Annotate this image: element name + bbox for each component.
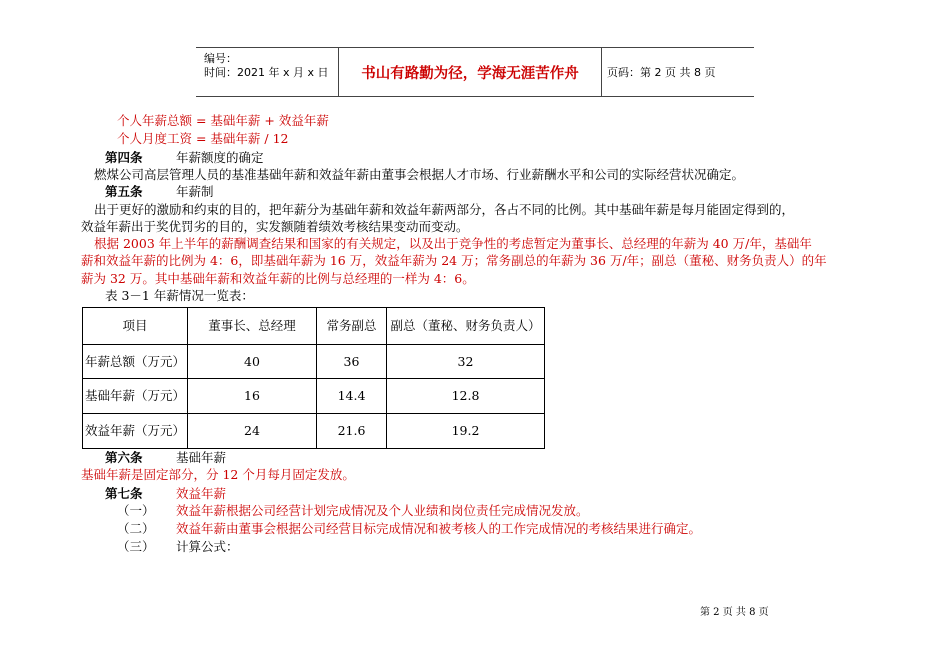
table-row — [83, 414, 545, 449]
formula-monthly: 个人月度工资 = 基础年薪 / 12 — [117, 131, 289, 146]
header-time: 时间：2021 年 x 月 x 日 — [204, 66, 329, 79]
page-footer: 第 2 页 共 8 页 — [700, 607, 769, 618]
table-cell: 效益年薪（万元） — [83, 414, 188, 449]
article-6-name: 基础年薪 — [176, 450, 227, 465]
article-7-item-1-number: （一） — [117, 503, 155, 518]
table-cell: 21.6 — [317, 414, 387, 449]
table-row — [83, 379, 545, 414]
table-row — [83, 345, 545, 379]
article-7-name: 效益年薪 — [176, 486, 227, 501]
table-cell: 19.2 — [387, 414, 545, 449]
article-4-name: 年薪额度的确定 — [176, 150, 264, 165]
article-7-item-2-number: （二） — [117, 521, 155, 536]
article-6-title: 第六条 — [105, 450, 143, 465]
article-7-item-3-number: （三） — [117, 539, 155, 554]
header-motto: 书山有路勤为径，学海无涯苦作舟 — [339, 48, 602, 96]
article-4-paragraph: 燃煤公司高层管理人员的基准基础年薪和效益年薪由董事会根据人才市场、行业薪酬水平和公司的实际经营状况确定。 — [94, 167, 745, 182]
article-5-para1-line2: 效益年薪出于奖优罚劣的目的，实发额随着绩效考核结果变动而变动。 — [81, 219, 469, 234]
article-7-item-2: 效益年薪由董事会根据公司经营目标完成情况和被考核人的工作完成情况的考核结果进行确定。 — [176, 521, 702, 536]
table-cell: 16 — [188, 379, 317, 414]
article-5-name: 年薪制 — [176, 184, 214, 199]
header-number: 编号： — [204, 52, 237, 65]
article-4-title: 第四条 — [105, 150, 143, 165]
table-cell: 40 — [188, 345, 317, 379]
table-header-cell: 常务副总 — [317, 308, 387, 345]
table-header-cell: 项目 — [83, 308, 188, 345]
article-5-title: 第五条 — [105, 184, 143, 199]
article-5-para2-line3: 薪为 32 万。其中基础年薪和效益年薪的比例与总经理的一样为 4：6。 — [81, 271, 475, 286]
header-meta — [196, 48, 339, 96]
table-cell: 14.4 — [317, 379, 387, 414]
table-cell: 24 — [188, 414, 317, 449]
table-header-row — [83, 308, 545, 345]
table-cell: 基础年薪（万元） — [83, 379, 188, 414]
table-cell: 36 — [317, 345, 387, 379]
article-6-paragraph: 基础年薪是固定部分，分 12 个月每月固定发放。 — [81, 467, 355, 482]
article-7-title: 第七条 — [105, 486, 143, 501]
formula-total: 个人年薪总额 = 基础年薪 + 效益年薪 — [117, 113, 329, 128]
header-page-info: 页码：第 2 页 共 8 页 — [607, 66, 716, 79]
table-cell: 12.8 — [387, 379, 545, 414]
article-5-para1-line1: 出于更好的激励和约束的目的，把年薪分为基础年薪和效益年薪两部分，各占不同的比例。其中基础年薪是每月能固定得到的， — [94, 202, 795, 217]
article-5-para2-line1: 根据 2003 年上半年的薪酬调查结果和国家的有关规定，以及出于竞争性的考虑暂定为董事长、总经理的年薪为 40 万/年，基础年 — [94, 236, 812, 251]
table-cell: 年薪总额（万元） — [83, 345, 188, 379]
table-caption: 表 3－1 年薪情况一览表： — [105, 288, 254, 303]
article-7-item-1: 效益年薪根据公司经营计划完成情况及个人业绩和岗位责任完成情况发放。 — [176, 503, 589, 518]
table-header-cell: 副总（董秘、财务负责人） — [387, 308, 545, 345]
article-5-para2-line2: 薪和效益年薪的比例为 4：6，即基础年薪为 16 万，效益年薪为 24 万；常务副总的年薪为 36 万/年；副总（董秘、财务负责人）的年 — [81, 253, 827, 268]
page-header — [196, 47, 754, 97]
table-header-cell: 董事长、总经理 — [188, 308, 317, 345]
table-cell: 32 — [387, 345, 545, 379]
article-7-item-3: 计算公式： — [176, 539, 239, 554]
salary-table — [82, 307, 545, 449]
